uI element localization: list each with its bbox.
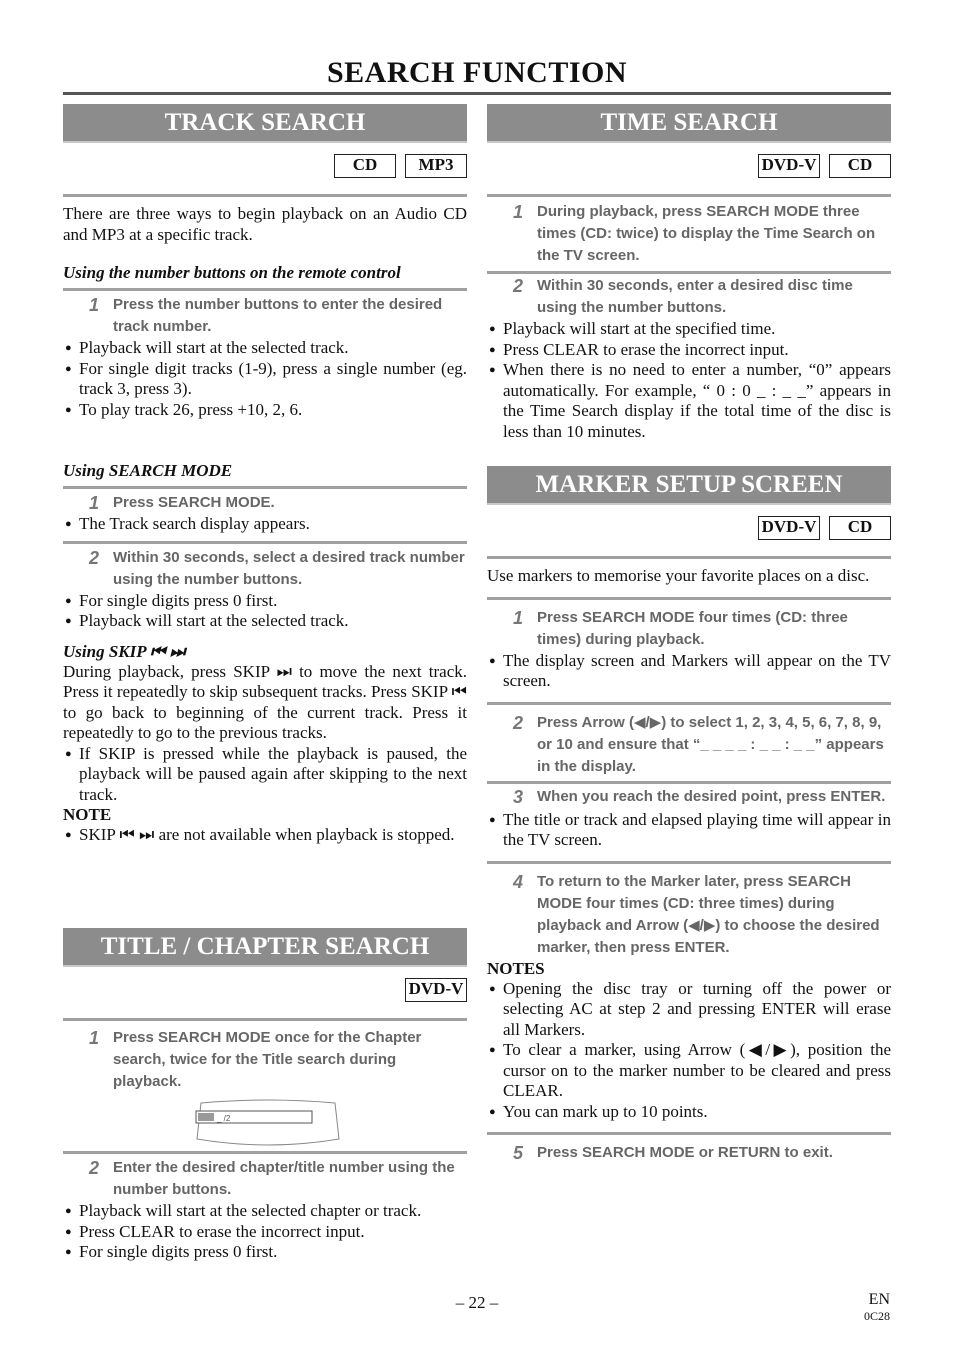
title-chapter-section — [63, 928, 467, 1263]
step-number: 1 — [88, 493, 99, 513]
list-item: ● For single digits press 0 first. — [63, 591, 467, 612]
step-number: 2 — [512, 712, 523, 733]
title-chapter-disc-badges — [63, 978, 467, 1002]
number-buttons-step-1 — [63, 294, 467, 338]
marker-step-3 — [487, 786, 891, 808]
divider — [487, 194, 891, 197]
list-item: ● When there is no need to enter a number, “0” appears automatically. For example, “ 0 : 0 _ : _ _” appears in the Time Search display if the total time of the disc is less than 10 minutes. — [487, 360, 891, 442]
step-text: During playback, press SEARCH MODE three times (CD: twice) to display the Time Search on the TV screen. — [537, 203, 876, 264]
list-item: ● Opening the disc tray or turning off the power or selecting AC at step 2 and pressing ENTER will erase all Markers. — [487, 979, 891, 1041]
divider — [487, 556, 891, 559]
track-search-intro: There are three ways to begin playback on an Audio CD and MP3 at a specific track. — [63, 204, 467, 244]
marker-notes-title: NOTES — [487, 958, 545, 978]
time-search-section — [487, 104, 891, 442]
step-text: Enter the desired chapter/title number using the number buttons. — [113, 1159, 455, 1198]
title-chapter-heading: TITLE / CHAPTER SEARCH — [63, 928, 467, 967]
marker-notes — [487, 979, 891, 1123]
step-text: Press SEARCH MODE. — [113, 494, 275, 511]
list-item: ● The title or track and elapsed playing time will appear in the TV screen. — [487, 810, 891, 851]
step-text: When you reach the desired point, press ENTER. — [537, 787, 886, 805]
step-text: Press Arrow (◀/▶) to select 1, 2, 3, 4, 5, 6, 7, 8, 9, or 10 and ensure that “_ _ _ _ : _ _ : _ _” appears in the display. — [537, 713, 884, 775]
marker-bullets-1 — [487, 651, 891, 692]
right-column — [487, 104, 891, 1163]
list-item: ● To clear a marker, using Arrow (◀/▶), position the cursor on to the marker number to be cleared and press CLEAR. — [487, 1040, 891, 1102]
marker-intro: Use markers to memorise your favorite places on a disc. — [487, 566, 870, 585]
title-chapter-bullets — [63, 1201, 467, 1263]
list-item: ● For single digit tracks (1-9), press a single number (eg. track 3, press 3). — [63, 359, 467, 400]
marker-heading: MARKER SETUP SCREEN — [487, 466, 891, 505]
tv-screen-icon — [193, 1097, 343, 1153]
title-chapter-step-2 — [63, 1157, 467, 1201]
skip-subhead: Using SKIP ⏮ ⏭ — [63, 641, 186, 661]
step-text: Press SEARCH MODE once for the Chapter search, twice for the Title search during playback. — [113, 1029, 422, 1090]
list-item: ● To play track 26, press +10, 2, 6. — [63, 400, 467, 421]
step-number: 2 — [88, 547, 99, 568]
search-mode-step-2 — [63, 547, 467, 591]
step-number: 1 — [512, 607, 523, 628]
title-rule — [63, 92, 891, 95]
step-number: 1 — [512, 202, 523, 222]
step-text: Press SEARCH MODE or RETURN to exit. — [537, 1144, 833, 1161]
osd-screen-illustration — [193, 1097, 343, 1147]
disc-badge-dvd-v: DVD-V — [405, 978, 467, 1002]
disc-badge-dvd-v: DVD-V — [758, 154, 820, 178]
title-chapter-step-1 — [63, 1027, 467, 1093]
step-text: Within 30 seconds, select a desired track number using the number buttons. — [113, 548, 465, 588]
list-item: ● Playback will start at the selected track. — [63, 338, 467, 359]
step-number: 3 — [512, 786, 523, 807]
time-search-step-1 — [487, 201, 891, 267]
track-search-heading: TRACK SEARCH — [63, 104, 467, 143]
step-text: Within 30 seconds, enter a desired disc time using the number buttons. — [537, 277, 853, 316]
list-item: ● The display screen and Markers will appear on the TV screen. — [487, 651, 891, 692]
list-item: ● Playback will start at the selected track. — [63, 611, 467, 632]
skip-bullets — [63, 744, 467, 806]
disc-badge-mp3: MP3 — [405, 154, 467, 178]
search-mode-step-1 — [63, 492, 467, 514]
list-item: ● Playback will start at the selected chapter or track. — [63, 1201, 467, 1222]
disc-badge-cd: CD — [829, 154, 891, 178]
step-number: 1 — [88, 1028, 99, 1048]
marker-bullets-3 — [487, 810, 891, 851]
divider — [487, 781, 891, 784]
divider — [487, 1132, 891, 1135]
track-search-section — [63, 104, 467, 846]
search-mode-bullets-2 — [63, 591, 467, 632]
search-mode-subhead: Using SEARCH MODE — [63, 461, 233, 480]
number-buttons-bullets — [63, 338, 467, 420]
time-search-step-2 — [487, 275, 891, 319]
number-buttons-subhead: Using the number buttons on the remote control — [63, 263, 401, 282]
divider — [487, 702, 891, 705]
osd-chapter-text: _ /2 — [217, 1114, 231, 1123]
list-item: ● If SKIP is pressed while the playback is paused, the playback will be paused again after skipping to the next track. — [63, 744, 467, 806]
step-text: Press SEARCH MODE four times (CD: three times) during playback. — [537, 608, 848, 648]
list-item: ● SKIP ⏮ ⏭ are not available when playback is stopped. — [63, 825, 467, 846]
marker-step-1 — [487, 607, 891, 651]
marker-section — [487, 466, 891, 1164]
divider — [63, 1018, 467, 1021]
step-number: 4 — [512, 871, 523, 892]
divider — [487, 271, 891, 274]
divider — [63, 194, 467, 197]
marker-disc-badges — [487, 516, 891, 540]
step-number: 5 — [512, 1143, 523, 1163]
divider — [63, 288, 467, 291]
search-mode-bullets-1 — [63, 514, 467, 535]
page-title: SEARCH FUNCTION — [326, 56, 628, 89]
time-search-heading: TIME SEARCH — [487, 104, 891, 143]
marker-step-5 — [487, 1142, 891, 1164]
document-code: 0C28 — [863, 1309, 890, 1323]
step-text: Press the number buttons to enter the desired track number. — [113, 296, 443, 335]
skip-paragraph: During playback, press SKIP ⏭ to move the next track. Press it repeatedly to skip subsequent tracks. Press SKIP ⏮ to go back to beginning of the current track. Press it repeatedly to go to the previous tracks. — [63, 661, 467, 742]
list-item: ● Playback will start at the specified time. — [487, 319, 891, 340]
divider — [63, 486, 467, 489]
skip-note-title: NOTE — [63, 805, 112, 824]
page-number: – 22 – — [455, 1293, 499, 1312]
disc-badge-cd: CD — [334, 154, 396, 178]
divider — [487, 861, 891, 864]
disc-badge-dvd-v: DVD-V — [758, 516, 820, 540]
left-column — [63, 104, 467, 1261]
disc-badge-cd: CD — [829, 516, 891, 540]
marker-step-2 — [487, 712, 891, 778]
list-item: ● For single digits press 0 first. — [63, 1242, 467, 1263]
track-search-disc-badges — [63, 154, 467, 178]
time-search-bullets — [487, 319, 891, 442]
time-search-disc-badges — [487, 154, 891, 178]
divider — [63, 541, 467, 544]
language-label: EN — [868, 1291, 890, 1308]
step-number: 1 — [88, 295, 99, 315]
step-number: 2 — [88, 1158, 99, 1178]
skip-note-bullets — [63, 825, 467, 846]
list-item: ● You can mark up to 10 points. — [487, 1102, 891, 1123]
divider — [487, 597, 891, 600]
list-item: ● The Track search display appears. — [63, 514, 467, 535]
list-item: ● Press CLEAR to erase the incorrect input. — [487, 340, 891, 361]
step-number: 2 — [512, 276, 523, 296]
list-item: ● Press CLEAR to erase the incorrect input. — [63, 1222, 467, 1243]
step-text: To return to the Marker later, press SEARCH MODE four times (CD: three times) during playback and Arrow (◀/▶) to choose the desired marker, then press ENTER. — [537, 872, 880, 956]
marker-step-4 — [487, 871, 891, 959]
